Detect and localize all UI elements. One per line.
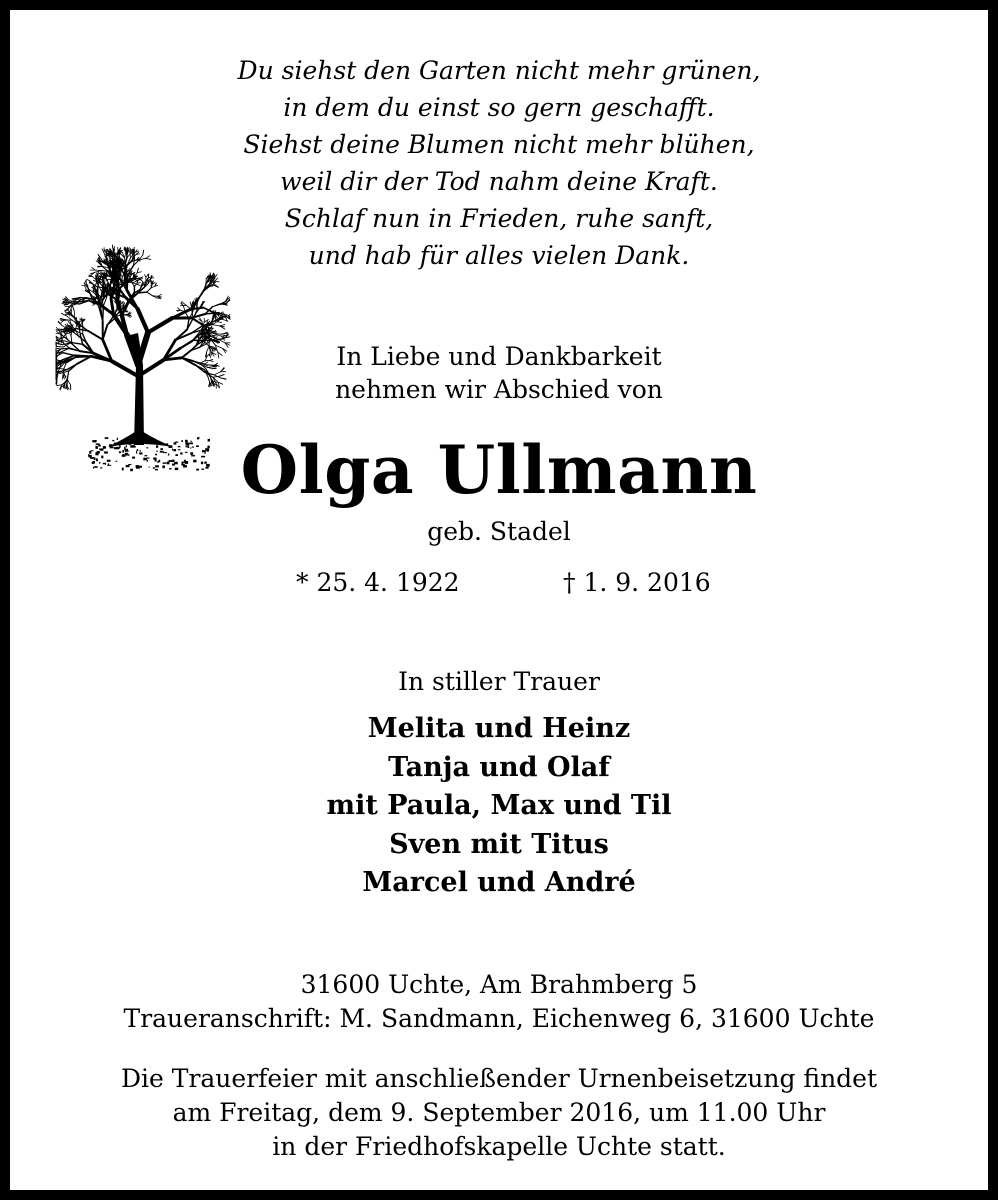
poem-line: weil dir der Tod nahm deine Kraft. bbox=[280, 167, 718, 196]
poem-line: in dem du einst so gern geschafft. bbox=[283, 93, 715, 122]
poem-line: Siehst deine Blumen nicht mehr blühen, bbox=[243, 130, 755, 159]
mourner-line: Melita und Heinz bbox=[367, 713, 631, 744]
death-date: † 1. 9. 2016 bbox=[563, 568, 711, 597]
poem-line: Schlaf nun in Frieden, ruhe sanft, bbox=[284, 204, 714, 233]
address-line: Traueranschrift: M. Sandmann, Eichenweg 6, 31600 Uchte bbox=[123, 1004, 875, 1033]
ceremony-line: in der Friedhofskapelle Uchte statt. bbox=[272, 1132, 726, 1161]
ceremony-line: Die Trauerfeier mit anschließender Urnenbeisetzung findet bbox=[120, 1064, 878, 1093]
mourning-heading: In stiller Trauer bbox=[398, 667, 600, 696]
ceremony-line: am Freitag, dem 9. September 2016, um 11.00 Uhr bbox=[172, 1098, 826, 1127]
mourner-line: Sven mit Titus bbox=[389, 828, 609, 860]
mourner-line: mit Paula, Max und Til bbox=[326, 790, 672, 821]
birth-date: * 25. 4. 1922 bbox=[296, 568, 460, 597]
mourner-line: Tanja und Olaf bbox=[388, 751, 610, 783]
mourner-line: Marcel und André bbox=[362, 867, 636, 898]
poem-line: und hab für alles vielen Dank. bbox=[308, 241, 690, 270]
intro-line: In Liebe und Dankbarkeit bbox=[336, 342, 662, 371]
address-block bbox=[20, 968, 978, 1036]
poem-line: Du siehst den Garten nicht mehr grünen, bbox=[237, 56, 761, 85]
intro-text bbox=[20, 340, 978, 406]
deceased-name: Olga Ullmann bbox=[240, 431, 758, 509]
intro-line: nehmen wir Abschied von bbox=[335, 375, 663, 404]
address-line: 31600 Uchte, Am Brahmberg 5 bbox=[300, 970, 698, 999]
mourners-list bbox=[20, 710, 978, 903]
ceremony-info bbox=[20, 1062, 978, 1164]
maiden-name: geb. Stadel bbox=[427, 517, 571, 546]
